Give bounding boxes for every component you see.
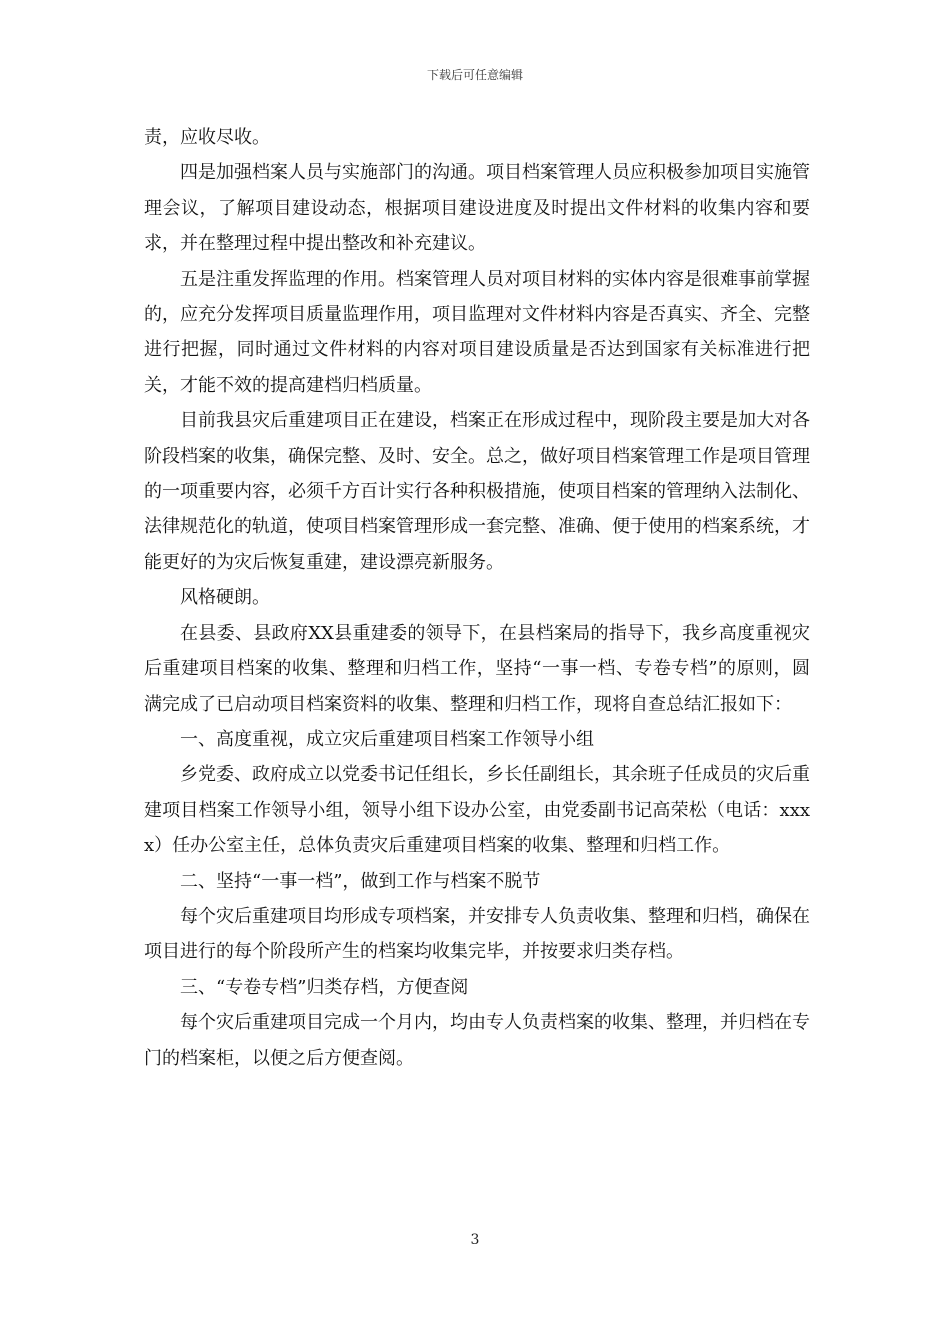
paragraph: 责，应收尽收。 (144, 127, 270, 148)
paragraph: 二、坚持“一事一档”，做到工作与档案不脱节 (180, 870, 541, 892)
paragraph: 一、高度重视，成立灾后重建项目档案工作领导小组 (180, 728, 594, 750)
paragraph: 三、“专卷专档”归类存档，方便查阅 (180, 976, 469, 998)
paragraph: 每个灾后重建项目完成一个月内，均由专人负责档案的收集、整理，并归档在专门的档案柜，以便之后方便查阅。 (144, 1012, 810, 1069)
paragraph: 风格硬朗。 (180, 587, 270, 609)
paragraph: 每个灾后重建项目均形成专项档案，并安排专人负责收集、整理和归档，确保在项目进行的每个阶段所产生的档案均收集完毕，并按要求归类存档。 (144, 905, 810, 963)
document-body (144, 120, 810, 1076)
paragraph: 五是注重发挥监理的作用。档案管理人员对项目材料的实体内容是很难事前掌握的，应充分发挥项目质量监理作用，项目监理对文件材料内容是否真实、齐全、完整进行把握，同时通过文件材料的内容对项目建设质量是否达到国家有关标准进行把关，才能不效的提高建档归档质量。 (144, 268, 810, 396)
paragraph: 四是加强档案人员与实施部门的沟通。项目档案管理人员应积极参加项目实施管理会议，了解项目建设动态，根据项目建设进度及时提出文件材料的收集内容和要求，并在整理过程中提出整改和补充建议。 (144, 162, 810, 255)
page-header: 下载后可任意编辑 (426, 68, 523, 82)
paragraph: 在县委、县政府XX县重建委的领导下，在县档案局的指导下，我乡高度重视灾后重建项目档案的收集、整理和归档工作，坚持“一事一档、专卷专档”的原则，圆满完成了已启动项目档案资料的收集、整理和归档工作，现将自查总结汇报如下： (144, 622, 810, 715)
paragraph: 目前我县灾后重建项目正在建设，档案正在形成过程中，现阶段主要是加大对各阶段档案的收集，确保完整、及时、安全。总之，做好项目档案管理工作是项目管理的一项重要内容，必须千方百计实行各种积极措施，使项目档案的管理纳入法制化、法律规范化的轨道，使项目档案管理形成一套完整、准确、便于使用的档案系统，才能更好的为灾后恢复重建，建设漂亮新服务。 (144, 410, 810, 573)
paragraph: 乡党委、政府成立以党委书记任组长，乡长任副组长，其余班子任成员的灾后重建项目档案工作领导小组，领导小组下设办公室，由党委副书记高荣松（电话：xxxx）任办公室主任，总体负责灾后重建项目档案的收集、整理和归档工作。 (144, 764, 810, 857)
page-number: 3 (470, 1232, 480, 1248)
